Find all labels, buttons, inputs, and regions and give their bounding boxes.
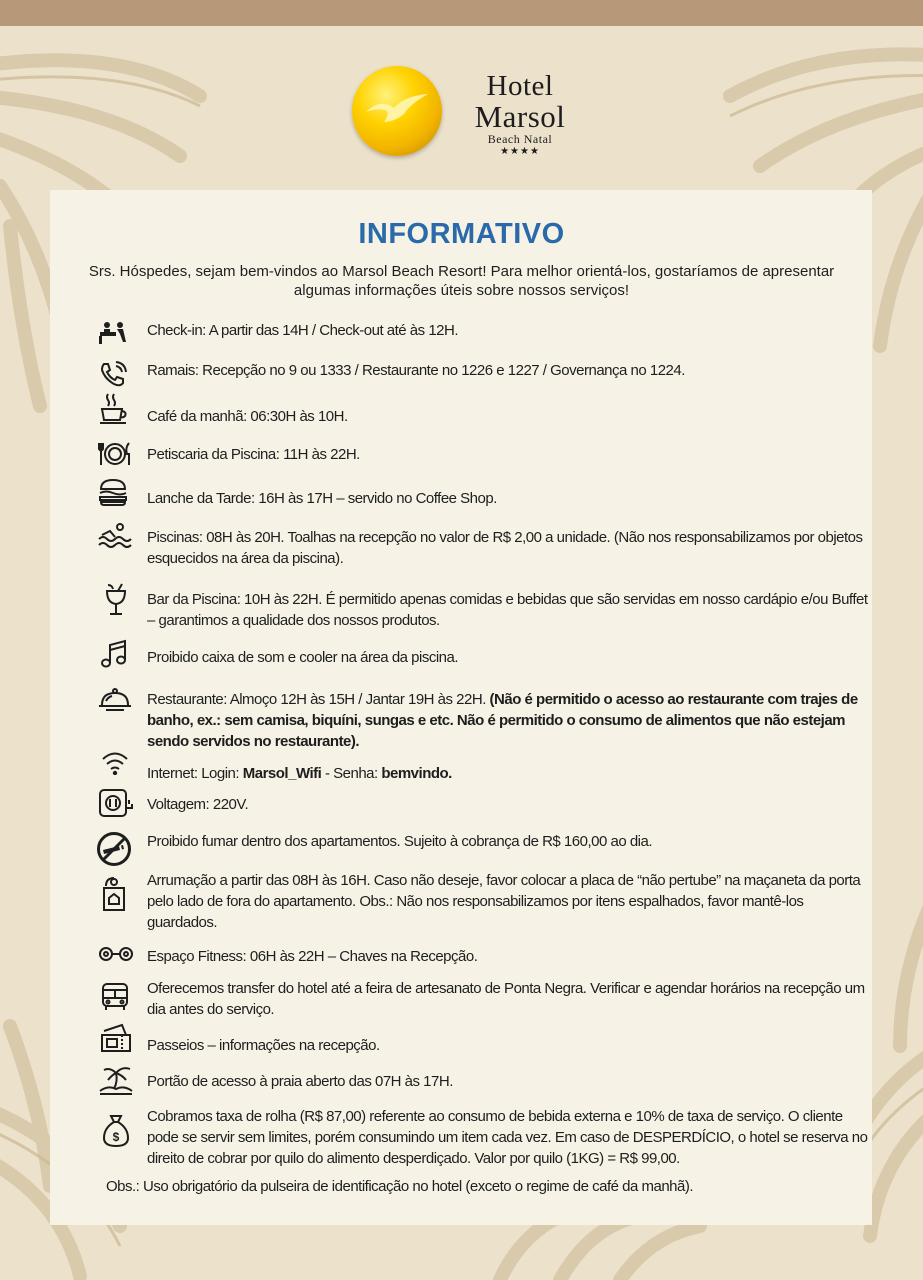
sun-seagull-emblem (352, 66, 442, 156)
wifi-icon (100, 749, 134, 783)
info-text: Piscinas: 08H às 20H. Toalhas na recepção no valor de R$ 2,00 a unidade. (Não nos responsabilizamos por objetos esquecidos na área da piscina). (147, 529, 863, 567)
restaurant-hours: Restaurante: Almoço 12H às 15H / Jantar 19H às 22H. (147, 691, 486, 708)
info-text: Espaço Fitness: 06H às 22H – Chaves na Recepção. (147, 948, 478, 965)
dumbbell-icon (98, 942, 132, 976)
bus-icon (100, 982, 134, 1016)
checkin-icon (98, 320, 132, 354)
info-text: Proibido caixa de som e cooler na área da piscina. (147, 649, 459, 666)
door-hanger-icon (102, 876, 136, 910)
top-band (0, 0, 923, 26)
logo-line-hotel: Hotel (486, 70, 554, 102)
logo-line-beach-natal: Beach Natal (487, 132, 553, 146)
phone-icon (98, 360, 132, 394)
wifi-login-label: Internet: Login: (147, 765, 243, 782)
cocktail-icon (104, 583, 138, 617)
tickets-icon (100, 1023, 134, 1057)
info-text: Ramais: Recepção no 9 ou 1333 / Restaurante no 1226 e 1227 / Governança no 1224. (147, 362, 685, 379)
info-text: Portão de acesso à praia aberto das 07H às 17H. (147, 1073, 453, 1090)
info-text: Oferecemos transfer do hotel até a feira de artesanato de Ponta Negra. Verificar e agendar horários na recepção um dia antes do serviço. (147, 980, 865, 1018)
palm-island-icon (98, 1063, 132, 1097)
info-text: Check-in: A partir das 14H / Check-out até às 12H. (147, 322, 458, 339)
burger-icon (98, 478, 132, 512)
info-text (147, 763, 869, 784)
music-note-icon (100, 639, 134, 673)
footer-note: Obs.: Uso obrigatório da pulseira de identificação no hotel (exceto o regime de café da manhã). (106, 1178, 694, 1195)
info-text: Voltagem: 220V. (147, 796, 249, 813)
pool-icon (98, 523, 132, 557)
page-title: INFORMATIVO (358, 218, 565, 250)
info-text: Proibido fumar dentro dos apartamentos. Sujeito à cobrança de R$ 160,00 ao dia. (147, 833, 653, 850)
coffee-icon (98, 392, 132, 426)
logo-stars: ★★★★ (500, 146, 540, 157)
money-bag-icon (102, 1114, 136, 1148)
info-text: Arrumação a partir das 08H às 16H. Caso não deseje, favor colocar a placa de “não pertube” na maçaneta da porta pelo lado de fora do apartamento. Obs.: Não nos responsabilizamos por itens espalhados, favor mantê-los guardados. (147, 872, 861, 931)
cloche-icon (98, 687, 132, 721)
logo-line-marsol: Marsol (474, 99, 566, 134)
intro-line-2: algumas informações úteis sobre nossos serviços! (293, 282, 630, 299)
info-text: Bar da Piscina: 10H às 22H. É permitido apenas comidas e bebidas que são servidas em nosso cardápio e/ou Buffet – garantimos a qualidade dos nossos produtos. (147, 591, 868, 629)
wifi-password-label: - Senha: (321, 765, 382, 782)
hotel-logo (352, 66, 582, 166)
intro-text (80, 262, 843, 300)
power-outlet-icon (98, 788, 132, 822)
info-text (147, 689, 869, 752)
no-smoking-icon (96, 831, 130, 865)
info-text: Café da manhã: 06:30H às 10H. (147, 408, 348, 425)
intro-line-1: Srs. Hóspedes, sejam bem-vindos ao Marsol Beach Resort! Para melhor orientá-los, gostaríamos de apresentar (88, 263, 835, 280)
info-text: Passeios – informações na recepção. (147, 1037, 380, 1054)
wifi-password-value: bemvindo. (381, 765, 452, 782)
info-text: Lanche da Tarde: 16H às 17H – servido no Coffee Shop. (147, 490, 497, 507)
wifi-login-value: Marsol_Wifi (242, 765, 322, 782)
dinner-plate-icon (98, 440, 132, 474)
svg-text:$: $ (112, 1130, 120, 1144)
info-text: Cobramos taxa de rolha (R$ 87,00) referente ao consumo de bebida externa e 10% de taxa de serviço. O cliente pode se servir sem limites, porém consumindo um item cada vez. Em caso de DESPERDÍCIO, o hotel se reserva no direito de cobrar por quilo do alimento desperdiçado. Valor por quilo (1KG) = R$ 99,00. (147, 1108, 868, 1167)
restaurant-rules: (Não é permitido o acesso ao restaurante com trajes de banho, ex.: sem camisa, biquíni, sungas e etc. Não é permitido o consumo de alimentos que não estejam sendo servidos no restaurante). (147, 691, 858, 750)
info-text: Petiscaria da Piscina: 11H às 22H. (147, 446, 360, 463)
